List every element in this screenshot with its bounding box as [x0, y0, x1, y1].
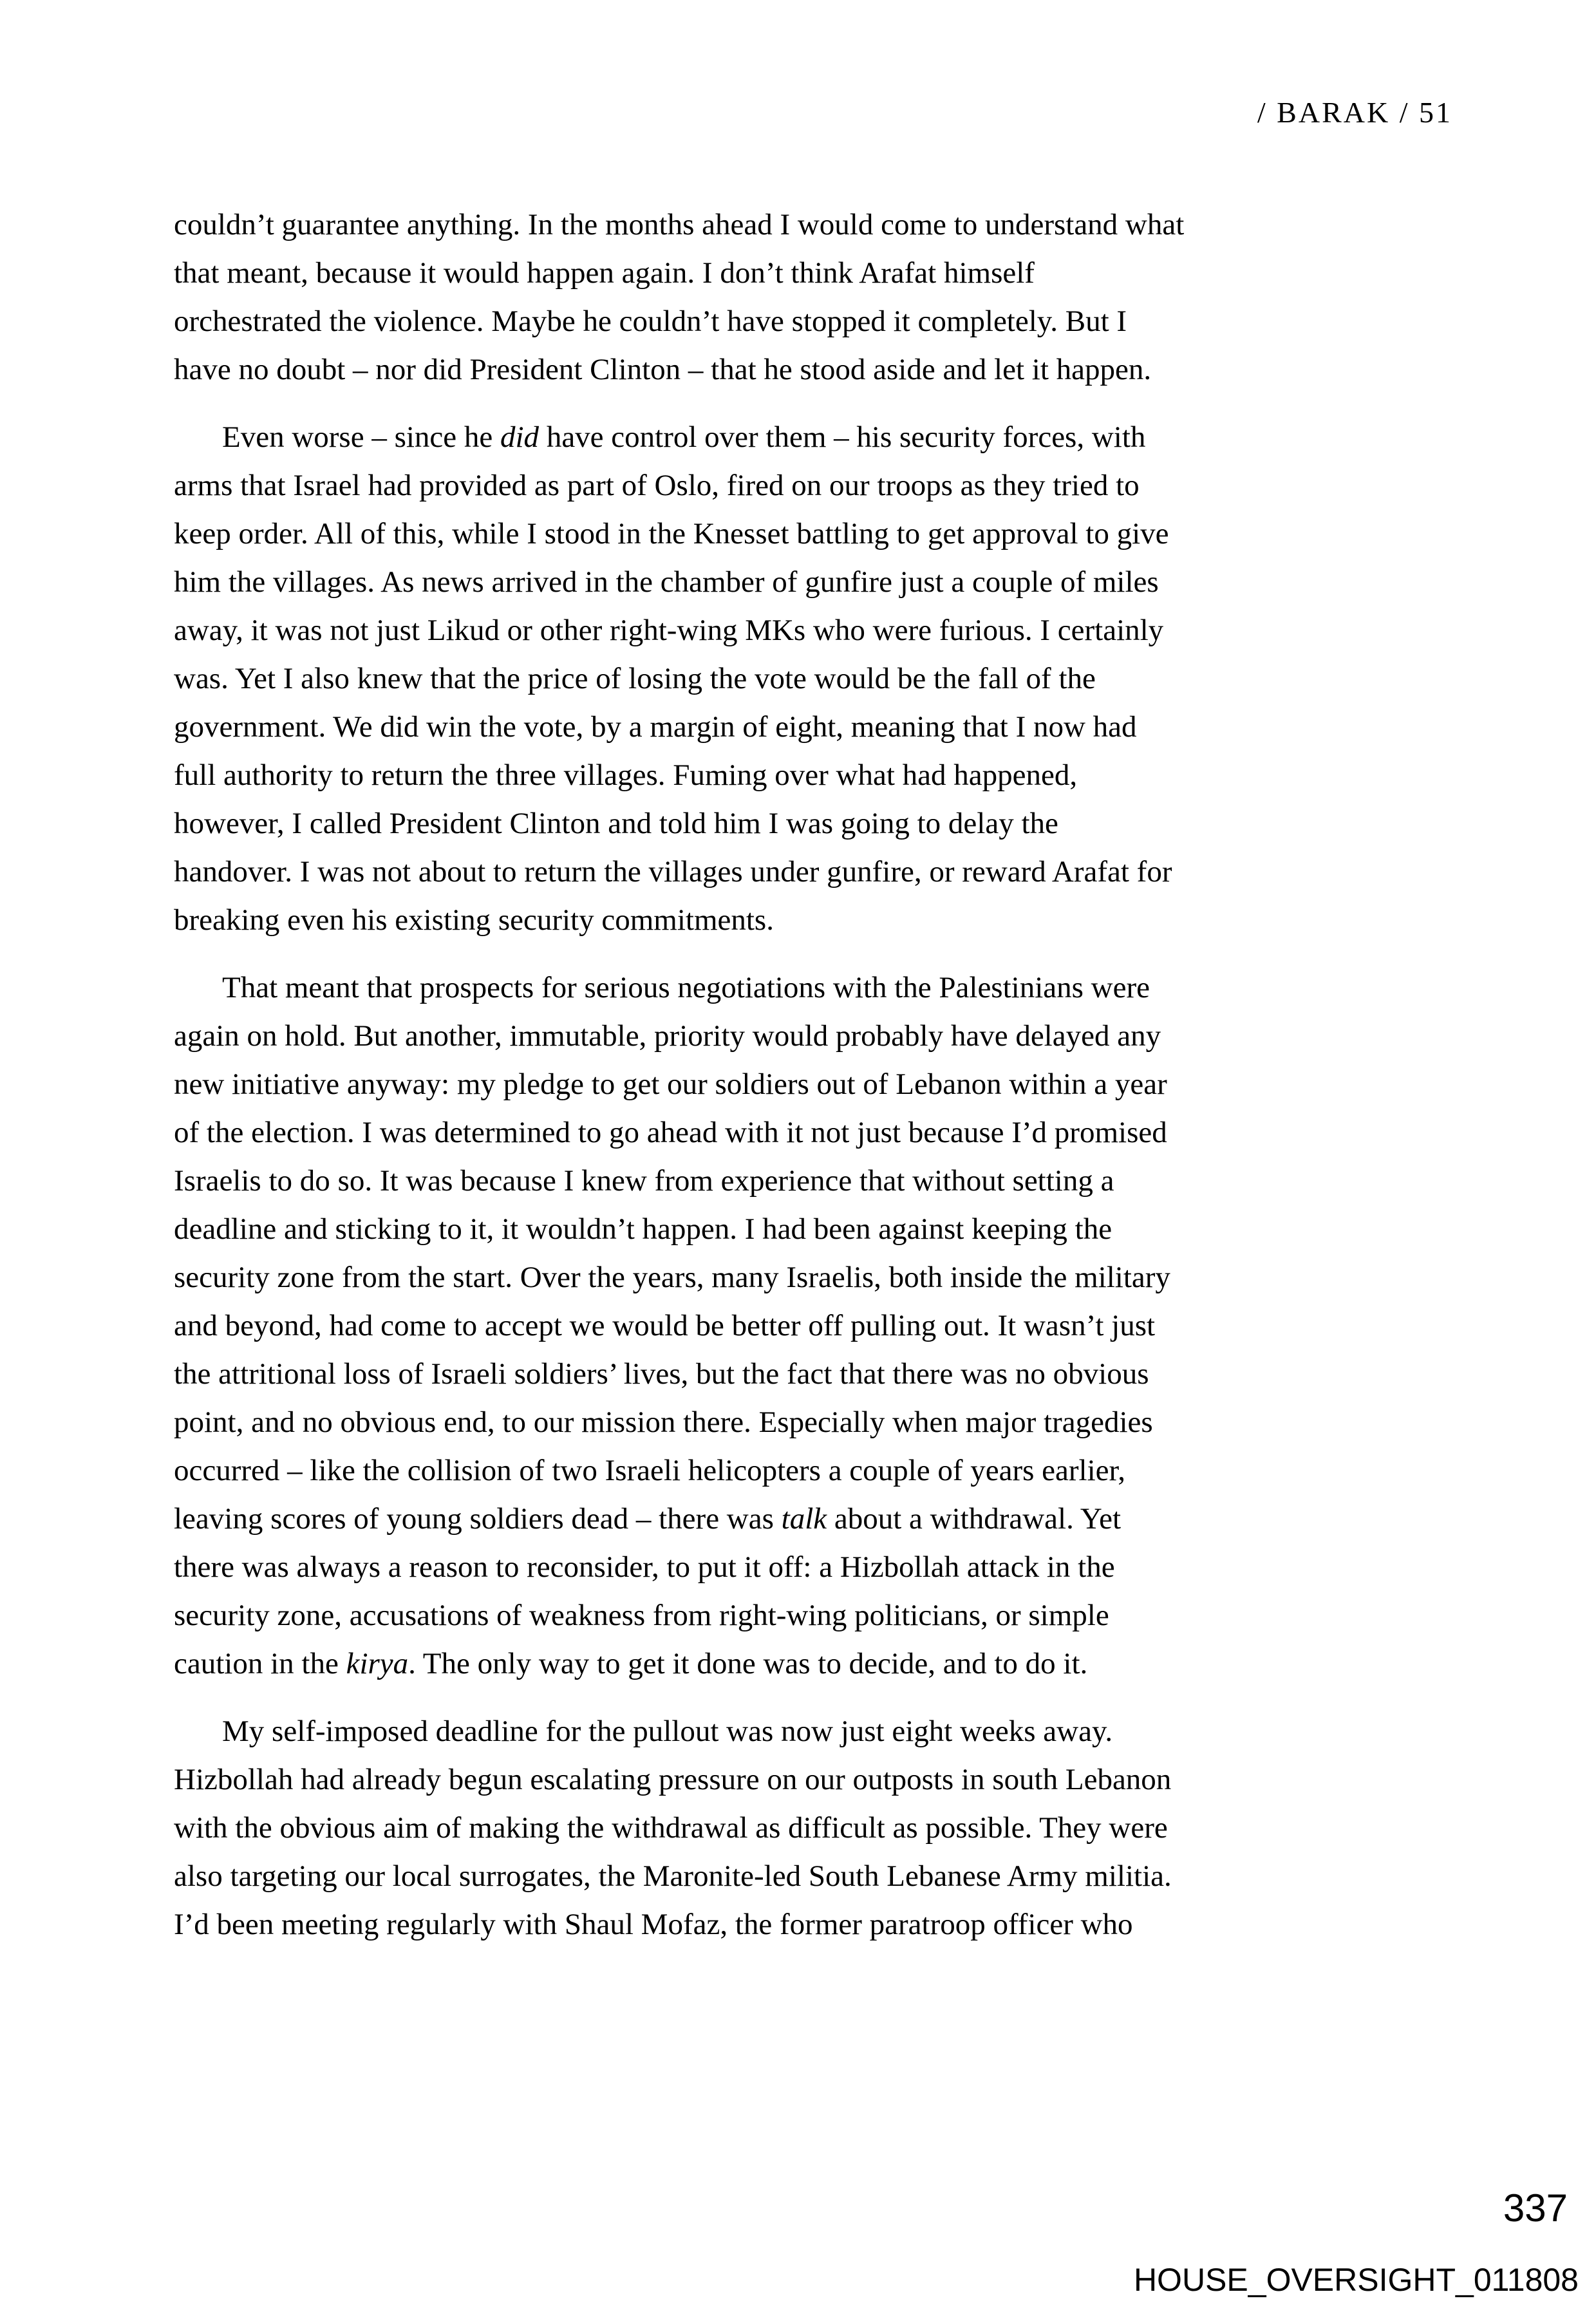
body-text — [174, 201, 1451, 1949]
text-line: deadline and sticking to it, it wouldn’t happen. I had been against keeping the — [174, 1212, 1113, 1246]
text-line: keep order. All of this, while I stood in the Knesset battling to get approval to give — [174, 517, 1169, 550]
running-header: / BARAK / 51 — [1257, 96, 1452, 129]
text-line: government. We did win the vote, by a margin of eight, meaning that I now had — [174, 710, 1137, 744]
text-line: there was always a reason to reconsider, to put it off: a Hizbollah attack in the — [174, 1550, 1115, 1584]
paragraph — [174, 413, 1451, 945]
text-line: Even worse – since he did have control over them – his security forces, with — [222, 420, 1146, 454]
text-line: with the obvious aim of making the withdrawal as difficult as possible. They were — [174, 1811, 1168, 1845]
text-line: again on hold. But another, immutable, priority would probably have delayed any — [174, 1019, 1161, 1053]
text-line: occurred – like the collision of two Israeli helicopters a couple of years earlier, — [174, 1454, 1126, 1487]
text-line: was. Yet I also knew that the price of losing the vote would be the fall of the — [174, 662, 1096, 695]
paragraph — [174, 201, 1451, 394]
text-line: security zone from the start. Over the years, many Israelis, both inside the military — [174, 1261, 1170, 1294]
text-line: full authority to return the three villages. Fuming over what had happened, — [174, 758, 1078, 792]
text-line: arms that Israel had provided as part of Oslo, fired on our troops as they tried to — [174, 469, 1140, 502]
text-line: My self-imposed deadline for the pullout was now just eight weeks away. — [222, 1715, 1113, 1748]
text-line: Hizbollah had already begun escalating pressure on our outposts in south Lebanon — [174, 1763, 1172, 1796]
paragraph — [174, 964, 1451, 1688]
text-line: away, it was not just Likud or other right-wing MKs who were furious. I certainly — [174, 614, 1164, 647]
text-line: the attritional loss of Israeli soldiers’ lives, but the fact that there was no obvious — [174, 1357, 1149, 1391]
text-line: point, and no obvious end, to our mission there. Especially when major tragedies — [174, 1405, 1153, 1439]
text-line: breaking even his existing security commitments. — [174, 903, 774, 937]
text-line: of the election. I was determined to go ahead with it not just because I’d promised — [174, 1116, 1167, 1149]
text-line: also targeting our local surrogates, the Maronite-led South Lebanese Army militia. — [174, 1859, 1172, 1893]
text-line: have no doubt – nor did President Clinton – that he stood aside and let it happen. — [174, 353, 1152, 386]
bates-stamp: HOUSE_OVERSIGHT_011808 — [1133, 2262, 1579, 2298]
text-line: and beyond, had come to accept we would be better off pulling out. It wasn’t just — [174, 1309, 1156, 1342]
text-line: Israelis to do so. It was because I knew from experience that without setting a — [174, 1164, 1114, 1198]
text-line: caution in the kirya. The only way to get it done was to decide, and to do it. — [174, 1647, 1088, 1680]
text-line: That meant that prospects for serious negotiations with the Palestinians were — [222, 971, 1150, 1004]
page-number: 337 — [1503, 2186, 1568, 2230]
text-line: however, I called President Clinton and told him I was going to delay the — [174, 807, 1058, 840]
text-line: handover. I was not about to return the villages under gunfire, or reward Arafat for — [174, 855, 1172, 888]
text-line: security zone, accusations of weakness from right-wing politicians, or simple — [174, 1599, 1109, 1632]
paragraph — [174, 1707, 1451, 1949]
text-line: him the villages. As news arrived in the chamber of gunfire just a couple of miles — [174, 565, 1159, 599]
text-line: new initiative anyway: my pledge to get our soldiers out of Lebanon within a year — [174, 1067, 1167, 1101]
text-line: I’d been meeting regularly with Shaul Mofaz, the former paratroop officer who — [174, 1908, 1133, 1941]
text-line: that meant, because it would happen again. I don’t think Arafat himself — [174, 256, 1035, 290]
text-line: leaving scores of young soldiers dead – there was talk about a withdrawal. Yet — [174, 1502, 1122, 1536]
text-line: couldn’t guarantee anything. In the months ahead I would come to understand what — [174, 208, 1185, 241]
text-line: orchestrated the violence. Maybe he couldn’t have stopped it completely. But I — [174, 305, 1127, 338]
